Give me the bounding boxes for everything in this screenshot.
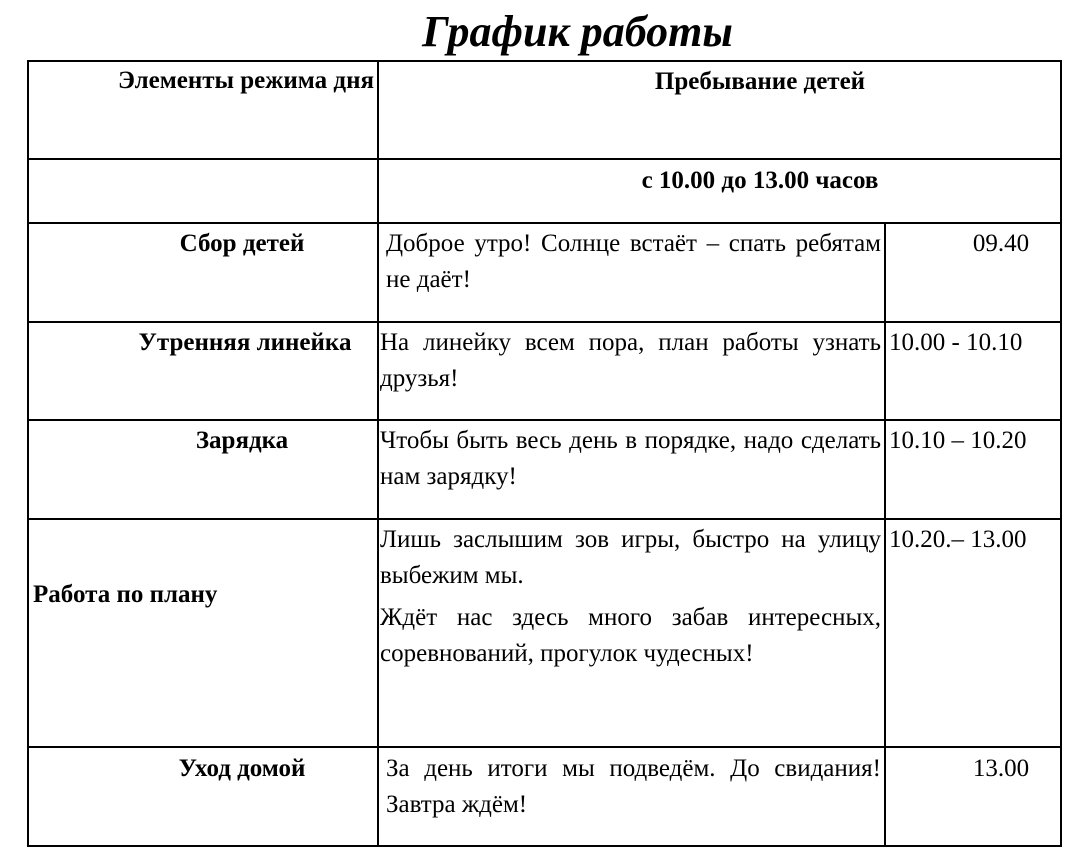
row-divider <box>27 419 1062 421</box>
row-time: 13.00 <box>972 755 1030 782</box>
row-description <box>386 751 881 823</box>
description-text: Ждёт нас здесь много забав интересных, соревнований, прогулок чудесных! <box>380 604 881 667</box>
description-text: Доброе утро! Солнце встаёт – спать ребятам не даёт! <box>386 230 881 293</box>
table-border-left <box>27 60 29 847</box>
table-border-bottom <box>27 845 1062 847</box>
description-text: Лишь заслышим зов игры, быстро на улицу выбежим мы. <box>380 526 881 589</box>
row-element: Уход домой <box>178 755 306 782</box>
row-divider <box>27 222 1062 224</box>
description-text: На линейку всем пора, план работы узнать друзья! <box>380 329 881 392</box>
row-divider <box>27 158 1062 160</box>
header-hours: с 10.00 до 13.00 часов <box>641 167 879 194</box>
row-time: 10.10 – 10.20 <box>889 427 1027 454</box>
description-text: За день итоги мы подведём. До свидания! Завтра ждём! <box>386 755 881 818</box>
row-element: Утренняя линейка <box>138 329 352 356</box>
row-element: Сбор детей <box>179 230 305 257</box>
row-time: 10.00 - 10.10 <box>889 329 1023 356</box>
row-description <box>380 325 881 397</box>
row-description <box>380 423 881 495</box>
row-description <box>386 226 881 298</box>
row-element: Зарядка <box>195 427 289 454</box>
header-elements: Элементы режима дня <box>117 67 374 94</box>
description-text: Чтобы быть весь день в порядке, надо сделать нам зарядку! <box>380 427 881 490</box>
row-divider <box>27 746 1062 748</box>
row-time: 09.40 <box>972 230 1030 257</box>
row-element: Работа по плану <box>33 581 218 608</box>
row-divider <box>27 321 1062 323</box>
header-stay: Пребывание детей <box>654 68 866 95</box>
row-description <box>380 522 881 672</box>
table-border-top <box>27 60 1062 62</box>
page-title: График работы <box>422 7 733 56</box>
row-time: 10.20.– 13.00 <box>889 526 1027 553</box>
row-divider <box>27 518 1062 520</box>
